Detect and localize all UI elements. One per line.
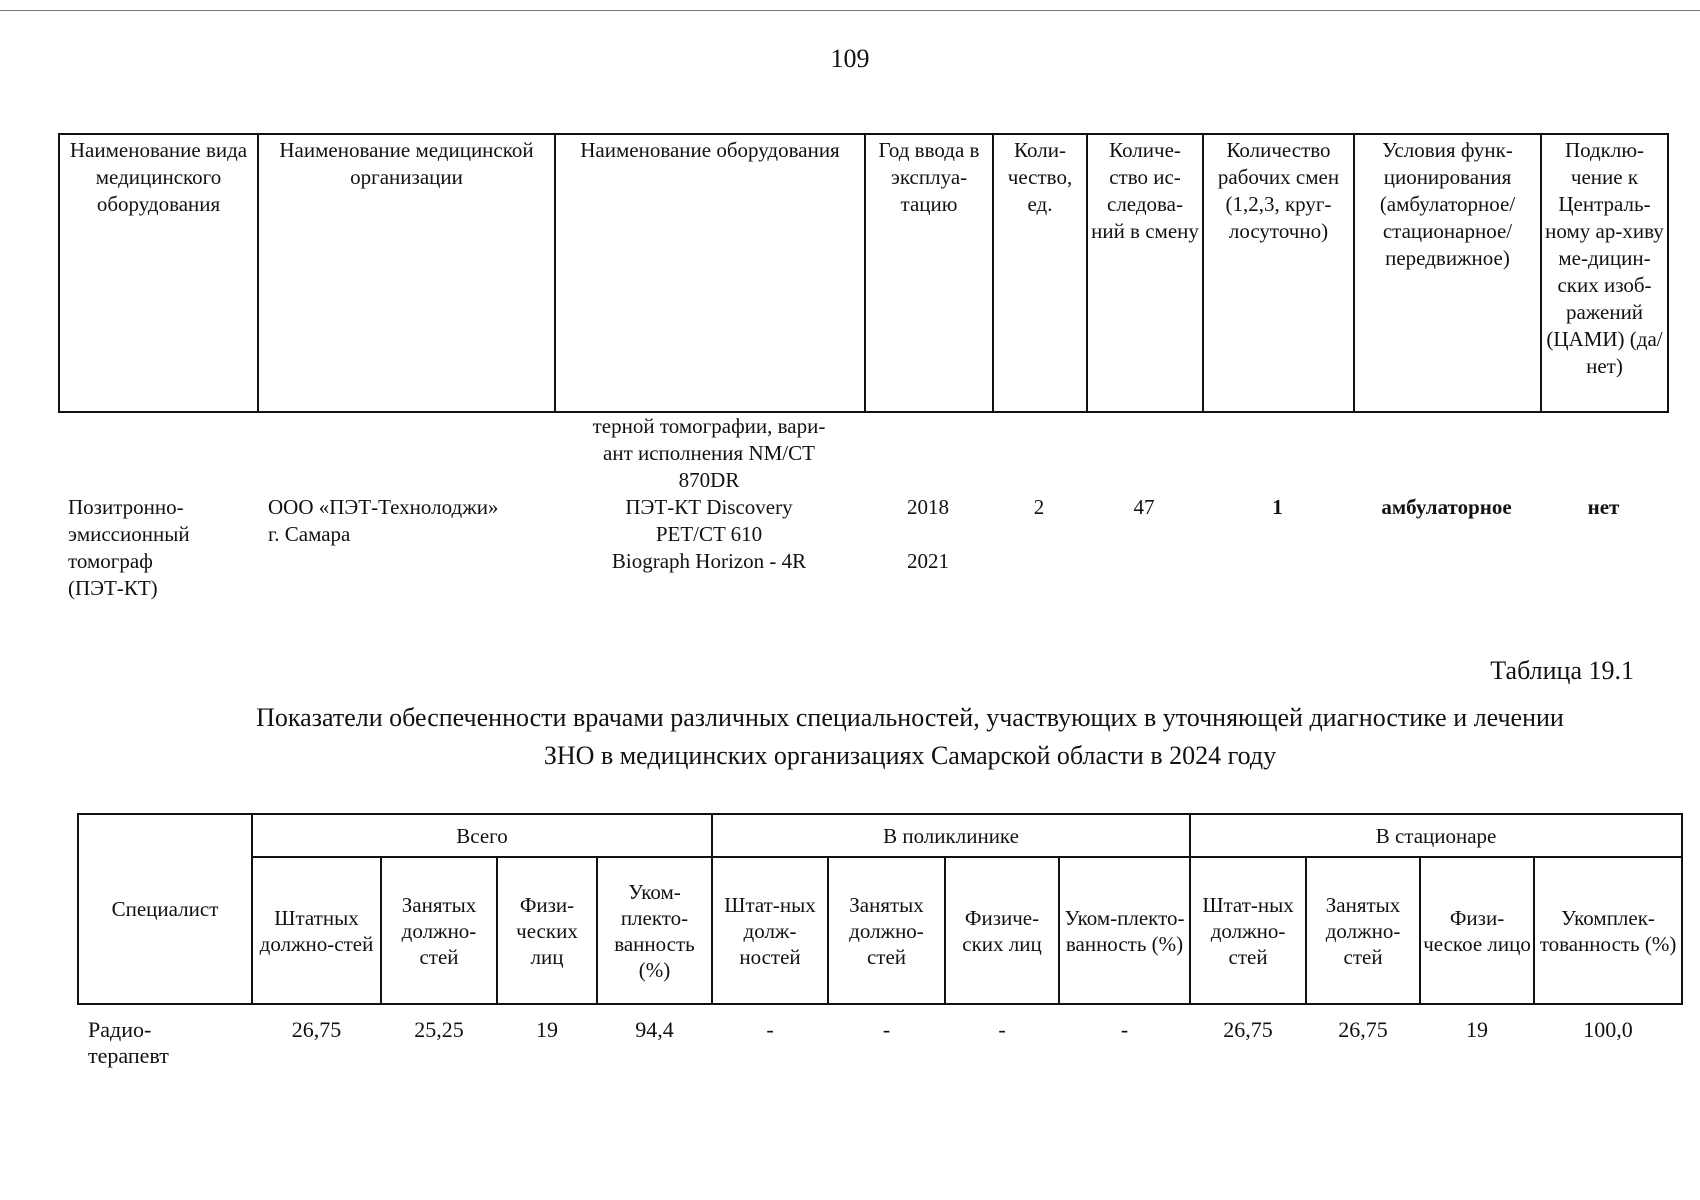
equipment-table-header [58, 133, 1669, 413]
continuation-line: 870DR [678, 468, 740, 492]
specialist-header: Специалист [78, 814, 252, 1004]
studies-per-shift-value: 47 [1133, 495, 1155, 519]
group-header-total: Всего [252, 814, 712, 857]
value-total-staff: 26,75 [291, 1017, 342, 1042]
subheader-hospital-person: Физи-ческое лицо [1420, 857, 1534, 1004]
table-title-line: ЗНО в медицинских организациях Самарской области в 2024 году [543, 741, 1277, 770]
page-top-rule [0, 10, 1700, 11]
equipment-type-line: эмиссионный [68, 522, 190, 546]
equipment-type-line: Позитронно- [68, 495, 184, 519]
subheader-polyclinic-persons: Физиче-ских лиц [945, 857, 1059, 1004]
value-hospital-person: 19 [1466, 1017, 1489, 1042]
value-polyclinic-staffing: - [1120, 1017, 1129, 1042]
subheader-total-staff: Штатных должно-стей [252, 857, 381, 1004]
value-total-persons: 19 [536, 1017, 558, 1042]
continuation-line: терной томографии, вари- [592, 414, 826, 438]
subheader-total-persons: Физи-ческих лиц [497, 857, 597, 1004]
organization-line: ООО «ПЭТ-Технолоджи» [268, 495, 499, 519]
commission-year: 2021 [907, 549, 949, 573]
table-title [170, 699, 1650, 775]
quantity-value: 2 [1033, 495, 1045, 519]
value-polyclinic-occupied: - [882, 1017, 891, 1042]
equipment-name-line: ПЭТ-КТ Discovery [625, 495, 793, 519]
conditions-value: амбулаторное [1381, 495, 1512, 519]
subheader-polyclinic-occupied: Занятых должно-стей [828, 857, 945, 1004]
cami-value: нет [1587, 495, 1620, 519]
value-total-occupied: 25,25 [414, 1017, 464, 1042]
header-equipment-name: Наименование оборудования [555, 134, 865, 412]
subheader-polyclinic-staff: Штат-ных долж-ностей [712, 857, 828, 1004]
header-quantity: Коли-чество, ед. [993, 134, 1087, 412]
subheader-hospital-staffing: Укомплек-тованность (%) [1534, 857, 1682, 1004]
specialist-name [78, 1004, 252, 1069]
value-polyclinic-persons: - [998, 1017, 1006, 1042]
table-caption: Таблица 19.1 [1490, 656, 1634, 685]
value-hospital-occupied: 26,75 [1338, 1017, 1388, 1042]
value-hospital-staff: 26,75 [1223, 1017, 1273, 1042]
table-title-line: Показатели обеспеченности врачами различных специальностей, участвующих в уточняющей диагностике и лечении [256, 703, 1564, 732]
specialist-name-line: Радио- [88, 1017, 152, 1042]
value-polyclinic-staff: - [766, 1017, 774, 1042]
specialist-name-line: терапевт [88, 1043, 169, 1068]
group-header-hospital: В стационаре [1190, 814, 1682, 857]
equipment-type-line: (ПЭТ-КТ) [68, 576, 158, 600]
header-cami: Подклю-чение к Централь-ному ар-хиву ме-дицин-ских изоб-ражений (ЦАМИ) (да/нет) [1541, 134, 1668, 412]
commission-year: 2018 [907, 495, 949, 519]
organization-line: г. Самара [268, 522, 351, 546]
subheader-hospital-occupied: Занятых должно-стей [1306, 857, 1420, 1004]
subheader-hospital-staff: Штат-ных должно-стей [1190, 857, 1306, 1004]
equipment-name-line: PET/CT 610 [655, 522, 763, 546]
staff-table [77, 813, 1683, 1069]
subheader-total-occupied: Занятых должно-стей [381, 857, 497, 1004]
group-header-polyclinic: В поликлинике [712, 814, 1190, 857]
header-studies-per-shift: Количе-ство ис-следова-ний в смену [1087, 134, 1203, 412]
value-hospital-staffing: 100,0 [1583, 1017, 1633, 1042]
header-conditions: Условия функ-ционирования (амбулаторное/ стационарное/ передвижное) [1354, 134, 1541, 412]
equipment-name-line: Biograph Horizon - 4R [611, 549, 807, 573]
continuation-line: ант исполнения NM/CT [603, 441, 815, 465]
header-commission-year: Год ввода в эксплуа-тацию [865, 134, 993, 412]
subheader-total-staffing: Уком-плекто-ванность (%) [597, 857, 712, 1004]
subheader-polyclinic-staffing: Уком-плекто-ванность (%) [1059, 857, 1190, 1004]
equipment-type-line: томограф [68, 549, 153, 573]
page-number: 109 [830, 44, 870, 73]
table-row [78, 1004, 1682, 1069]
header-equipment-type: Наименование вида медицинского оборудования [59, 134, 258, 412]
value-total-staffing: 94,4 [635, 1017, 674, 1042]
header-shifts: Количество рабочих смен (1,2,3, круг-лосуточно) [1203, 134, 1354, 412]
shifts-value: 1 [1272, 495, 1283, 519]
header-organization: Наименование медицинской организации [258, 134, 555, 412]
